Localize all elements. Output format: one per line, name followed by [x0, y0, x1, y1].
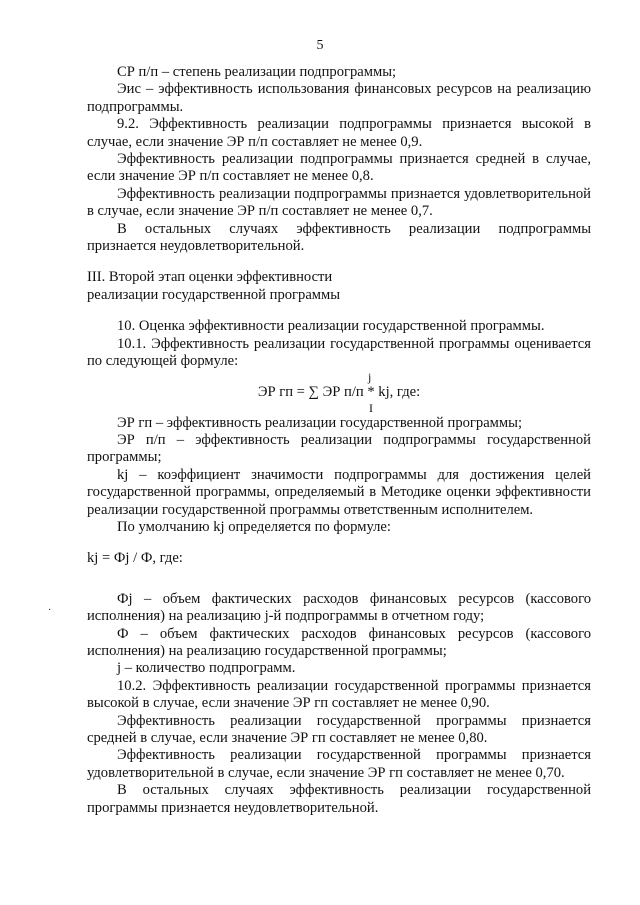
paragraph-sub-unsatisfactory: В остальных случаях эффективность реализации подпрограммы признается неудовлетворительной.	[87, 220, 591, 255]
paragraph-f-definition: Ф – объем фактических расходов финансовых ресурсов (кассового исполнения) на реализацию государственной программы;	[87, 625, 591, 659]
spacer	[87, 536, 591, 550]
formula-er-gp	[87, 371, 591, 415]
paragraph-sub-medium: Эффективность реализации подпрограммы признается средней в случае, если значение ЭР п/п составляет не менее 0,8.	[87, 151, 591, 185]
paragraph-fj-definition: Фj – объем фактических расходов финансовых ресурсов (кассового исполнения) на реализацию j-й подпрограммы в отчетном году;	[87, 590, 591, 625]
sum-upper-limit: j	[368, 369, 372, 384]
sum-lower-limit: I	[369, 400, 373, 415]
paragraph-er-gp-definition: ЭР гп – эффективность реализации государственной программы;	[117, 414, 522, 431]
section-heading-line2: реализации государственной программы	[87, 286, 341, 303]
formula-kj: kj = Фj / Ф, где:	[87, 550, 183, 567]
paragraph-gp-medium: Эффективность реализации государственной программы признается средней в случае, если значение ЭР гп составляет не менее 0,80.	[87, 712, 591, 746]
paragraph-j-definition: j – количество подпрограмм.	[117, 660, 296, 677]
paragraph-10-2-high: 10.2. Эффективность реализации государственной программы признается высокой в случае, если значение ЭР гп составляет не менее 0,90.	[87, 677, 591, 712]
paragraph-kj-default: По умолчанию kj определяется по формуле:	[117, 518, 391, 535]
document-body	[87, 64, 591, 817]
paragraph-gp-satisfactory: Эффективность реализации государственной программы признается удовлетворительной в случае, если значение ЭР гп составляет не менее 0,70.	[87, 747, 591, 781]
paragraph-sr-definition: СР п/п – степень реализации подпрограммы;	[117, 64, 397, 80]
paragraph-sub-satisfactory: Эффективность реализации подпрограммы признается удовлетворительной в случае, если значение ЭР п/п составляет не менее 0,7.	[87, 185, 591, 220]
spacer	[87, 568, 591, 582]
paragraph-9-2-high: 9.2. Эффективность реализации подпрограммы признается высокой в случае, если значение ЭР п/п составляет не менее 0,9.	[87, 116, 591, 150]
paragraph-er-pp-definition: ЭР п/п – эффективность реализации подпрограммы государственной программы;	[87, 431, 591, 466]
page-number: 5	[316, 38, 324, 53]
paragraph-gp-unsatisfactory: В остальных случаях эффективность реализации государственной программы признается неудовлетворительной.	[87, 782, 591, 816]
spacer	[87, 582, 591, 591]
spacer	[87, 255, 591, 269]
paragraph-kj-definition: kj – коэффициент значимости подпрограммы для достижения целей государственной программы, определяемый в Методике оценки эффективности реализации государственной программы ответственным исполнителем.	[87, 466, 591, 518]
stray-mark: ·	[48, 605, 52, 616]
paragraph-eis-definition: Эис – эффективность использования финансовых ресурсов на реализацию подпрограммы.	[87, 81, 591, 115]
paragraph-10-1-formula-intro: 10.1. Эффективность реализации государственной программы оценивается по следующей формуле:	[87, 335, 591, 370]
formula-er-gp-text: ЭР гп = ∑ ЭР п/п * kj, где:	[257, 383, 421, 400]
section-heading-line1: III. Второй этап оценки эффективности	[87, 269, 333, 286]
paragraph-10-evaluation: 10. Оценка эффективности реализации государственной программы.	[117, 318, 545, 335]
spacer	[87, 304, 591, 318]
